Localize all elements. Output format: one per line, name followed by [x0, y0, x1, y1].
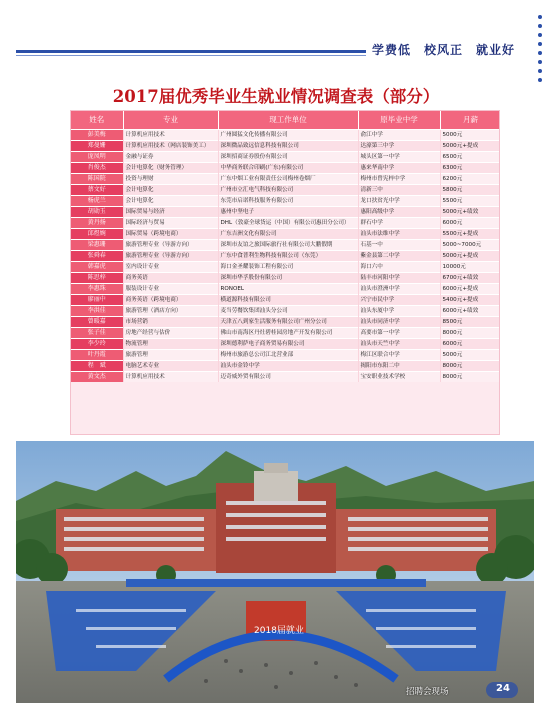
- cell-name: 蔡文好: [71, 184, 123, 195]
- cell-salary: 8500元: [440, 316, 500, 327]
- cell-name: 曾暖嘉: [71, 316, 123, 327]
- cell-school: 揭阳市东阳二中: [358, 360, 440, 371]
- table-row: [71, 228, 500, 239]
- cell-school: 清新三中: [358, 184, 440, 195]
- cell-salary: 6200元: [440, 173, 500, 184]
- table-row: [71, 151, 500, 162]
- table-row: [71, 129, 500, 140]
- table-row: [71, 316, 500, 327]
- cell-school: 汕头市法维中学: [358, 228, 440, 239]
- cell-school: 兴宁市民中学: [358, 294, 440, 305]
- cell-employer: 汕头市金铃中学: [218, 360, 358, 371]
- cell-salary: 8000元: [440, 360, 500, 371]
- cell-school: 汕头市同济中学: [358, 316, 440, 327]
- cell-salary: 5500元: [440, 195, 500, 206]
- cell-name: 李洪佳: [71, 305, 123, 316]
- cell-name: 彭美梅: [71, 129, 123, 140]
- cell-major: 会计电算化: [123, 184, 218, 195]
- cell-employer: RONOEL: [218, 283, 358, 294]
- cell-school: 汕头市天竺中学: [358, 338, 440, 349]
- cell-employer: 天津五八到家生活服务有限公司广州分公司: [218, 316, 358, 327]
- cell-name: 李惠珠: [71, 283, 123, 294]
- cell-salary: 6000元: [440, 338, 500, 349]
- cell-salary: 5400元+提成: [440, 294, 500, 305]
- cell-employer: 广州市立汇电气科技有限公司: [218, 184, 358, 195]
- table-header-row: [71, 111, 500, 129]
- cell-school: 汕头市澄洲中学: [358, 283, 440, 294]
- cell-major: 计算机应用技术（网店装饰美工）: [123, 140, 218, 151]
- cell-school: 宝安职业技术学校: [358, 371, 440, 382]
- table-row: [71, 283, 500, 294]
- cell-major: 商务英语（跨境电商）: [123, 294, 218, 305]
- cell-school: 城头区第一中学: [358, 151, 440, 162]
- table-row: [71, 162, 500, 173]
- cell-name: 陈思梓: [71, 272, 123, 283]
- cell-salary: 5000~7000元: [440, 239, 500, 250]
- arch-banner-text: 2018届就业: [254, 626, 304, 636]
- cell-major: 服装设计专业: [123, 283, 218, 294]
- cell-major: 物流管理: [123, 338, 218, 349]
- cell-major: 旅游管理专业（导游方向）: [123, 239, 218, 250]
- table-row: [71, 184, 500, 195]
- cell-school: 紫金县第二中学: [358, 250, 440, 261]
- cell-name: 邱煜婉: [71, 228, 123, 239]
- cell-salary: 6500元: [440, 151, 500, 162]
- cell-employer: 深圳市华孚股份有限公司: [218, 272, 358, 283]
- cell-major: 电脑艺术专业: [123, 360, 218, 371]
- table-row: [71, 294, 500, 305]
- cell-name: 庞凤明: [71, 151, 123, 162]
- header-rule-thin: [16, 55, 366, 56]
- cell-name: 黄丹扬: [71, 217, 123, 228]
- column-header-major: 专业: [123, 111, 218, 129]
- cell-major: 会计电算化: [123, 195, 218, 206]
- cell-major: 计算机应用技术: [123, 129, 218, 140]
- cell-salary: 6000元: [440, 217, 500, 228]
- cell-name: 张舜春: [71, 250, 123, 261]
- cell-major: 计算机应用技术: [123, 371, 218, 382]
- cell-school: 海口六中: [358, 261, 440, 272]
- cell-salary: 6000元+绩效: [440, 305, 500, 316]
- cell-salary: 5500元+提成: [440, 228, 500, 239]
- cell-name: 郑曼姗: [71, 140, 123, 151]
- cell-employer: 迈奇威外贸有限公司: [218, 371, 358, 382]
- cell-name: 杨虎兰: [71, 195, 123, 206]
- photo-caption: 招聘会现场: [406, 687, 449, 697]
- cell-employer: 惠州中坚电子: [218, 206, 358, 217]
- table-row: [71, 305, 500, 316]
- cell-salary: 5000元: [440, 349, 500, 360]
- cell-employer: 深圳微品致远信息科技有限公司: [218, 140, 358, 151]
- cell-major: 国际贸易与经济: [123, 206, 218, 217]
- cell-name: 梁惠珊: [71, 239, 123, 250]
- page-number: 24: [496, 683, 510, 694]
- cell-school: 群石中学: [358, 217, 440, 228]
- table-row: [71, 272, 500, 283]
- cell-major: 投资与理财: [123, 173, 218, 184]
- cell-name: 胡勋玉: [71, 206, 123, 217]
- table-row: [71, 360, 500, 371]
- decorative-dots: [534, 10, 546, 90]
- cell-employer: 广东吉洲文化有限公司: [218, 228, 358, 239]
- job-fair-photo: [16, 441, 534, 703]
- table-row: [71, 239, 500, 250]
- column-header-salary: 月薪: [440, 111, 500, 129]
- cell-employer: DHL（敦豪全球货运（中国）有限公司惠田分公司）: [218, 217, 358, 228]
- cell-school: 俞江中学: [358, 129, 440, 140]
- cell-salary: 8000元: [440, 327, 500, 338]
- cell-major: 旅游管理专业（导游方向）: [123, 250, 218, 261]
- cell-major: 市场营销: [123, 316, 218, 327]
- cell-employer: 广东中食普利生物科技有限公司（东莞）: [218, 250, 358, 261]
- cell-school: 高要市第一中学: [358, 327, 440, 338]
- cell-name: 程 斌: [71, 360, 123, 371]
- cell-name: 肖俊杰: [71, 162, 123, 173]
- table-row: [71, 217, 500, 228]
- cell-school: 龙口扶贫光中学: [358, 195, 440, 206]
- cell-employer: 深圳德利萨电子商务贸易有限公司: [218, 338, 358, 349]
- cell-salary: 10000元: [440, 261, 500, 272]
- cell-name: 黄文杰: [71, 371, 123, 382]
- cell-employer: 梅州市旅游总公司江北营业部: [218, 349, 358, 360]
- page-title: 2017届优秀毕业生就业情况调查表（部分）: [112, 87, 440, 106]
- cell-school: 梅江区联合中学: [358, 349, 440, 360]
- cell-salary: 6300元: [440, 162, 500, 173]
- cell-employer: 深圳招商证券股份有限公司: [218, 151, 358, 162]
- cell-employer: 佛山市南海区丹灶碧桂园房地产开发有限公司: [218, 327, 358, 338]
- cell-name: 韩嘉虎: [71, 261, 123, 272]
- cell-employer: 横道源科技有限公司: [218, 294, 358, 305]
- cell-school: 汕头东厦中学: [358, 305, 440, 316]
- cell-name: 张子佳: [71, 327, 123, 338]
- cell-salary: 5000元+提成: [440, 250, 500, 261]
- cell-major: 国际经济与贸易: [123, 217, 218, 228]
- column-header-school: 原毕业中学: [358, 111, 440, 129]
- cell-major: 商务英语: [123, 272, 218, 283]
- cell-major: 旅游管理: [123, 349, 218, 360]
- table-row: [71, 327, 500, 338]
- header-rule: [16, 50, 366, 53]
- table-row: [71, 261, 500, 272]
- cell-salary: 5800元: [440, 184, 500, 195]
- cell-major: 旅游管理（酒店方向）: [123, 305, 218, 316]
- cell-school: 梅州市曾宪梓中学: [358, 173, 440, 184]
- table-row: [71, 195, 500, 206]
- column-header-employer: 现工作单位: [218, 111, 358, 129]
- cell-major: 房地产经营与估价: [123, 327, 218, 338]
- cell-employer: 麦当劳餐饮集团汕头分公司: [218, 305, 358, 316]
- campus-scene-illustration: [16, 441, 534, 703]
- cell-employer: 广州圆猛文化传播有限公司: [218, 129, 358, 140]
- cell-name: 陈国院: [71, 173, 123, 184]
- table-row: [71, 371, 500, 382]
- cell-major: 会计电算化（财务管理）: [123, 162, 218, 173]
- table-row: [71, 140, 500, 151]
- header-slogan: 学费低 校风正 就业好: [372, 43, 516, 57]
- cell-school: 石基一中: [358, 239, 440, 250]
- cell-employer: 中华商务联合印刷(广东)有限公司: [218, 162, 358, 173]
- table-row: [71, 173, 500, 184]
- table-row: [71, 206, 500, 217]
- cell-employer: 深圳市友谊之旅国际旅行社有限公司大鹏假期: [218, 239, 358, 250]
- cell-name: 廖丽中: [71, 294, 123, 305]
- table-row: [71, 250, 500, 261]
- cell-name: 李少玲: [71, 338, 123, 349]
- cell-name: 叶丹霞: [71, 349, 123, 360]
- cell-employer: 海口金圣耀装饰工程有限公司: [218, 261, 358, 272]
- cell-school: 惠阳高级中学: [358, 206, 440, 217]
- cell-employer: 广东中烟工业有限责任公司梅州卷烟厂: [218, 173, 358, 184]
- table-row: [71, 349, 500, 360]
- cell-major: 金融与证券: [123, 151, 218, 162]
- cell-salary: 5000元+绩效: [440, 206, 500, 217]
- employment-survey-table: [70, 110, 500, 435]
- cell-salary: 5000元+提成: [440, 140, 500, 151]
- column-header-name: 姓名: [71, 111, 123, 129]
- cell-school: 陆丰市河阳中学: [358, 272, 440, 283]
- table-row: [71, 338, 500, 349]
- cell-salary: 6000元+提成: [440, 283, 500, 294]
- cell-school: 惠来华南中学: [358, 162, 440, 173]
- cell-school: 达濠第三中学: [358, 140, 440, 151]
- cell-major: 国际贸易（跨境电商）: [123, 228, 218, 239]
- cell-salary: 8000元: [440, 371, 500, 382]
- cell-salary: 5000元: [440, 129, 500, 140]
- cell-major: 室内设计专业: [123, 261, 218, 272]
- cell-salary: 6700元+绩效: [440, 272, 500, 283]
- cell-employer: 东莞市启诺科技服务有限公司: [218, 195, 358, 206]
